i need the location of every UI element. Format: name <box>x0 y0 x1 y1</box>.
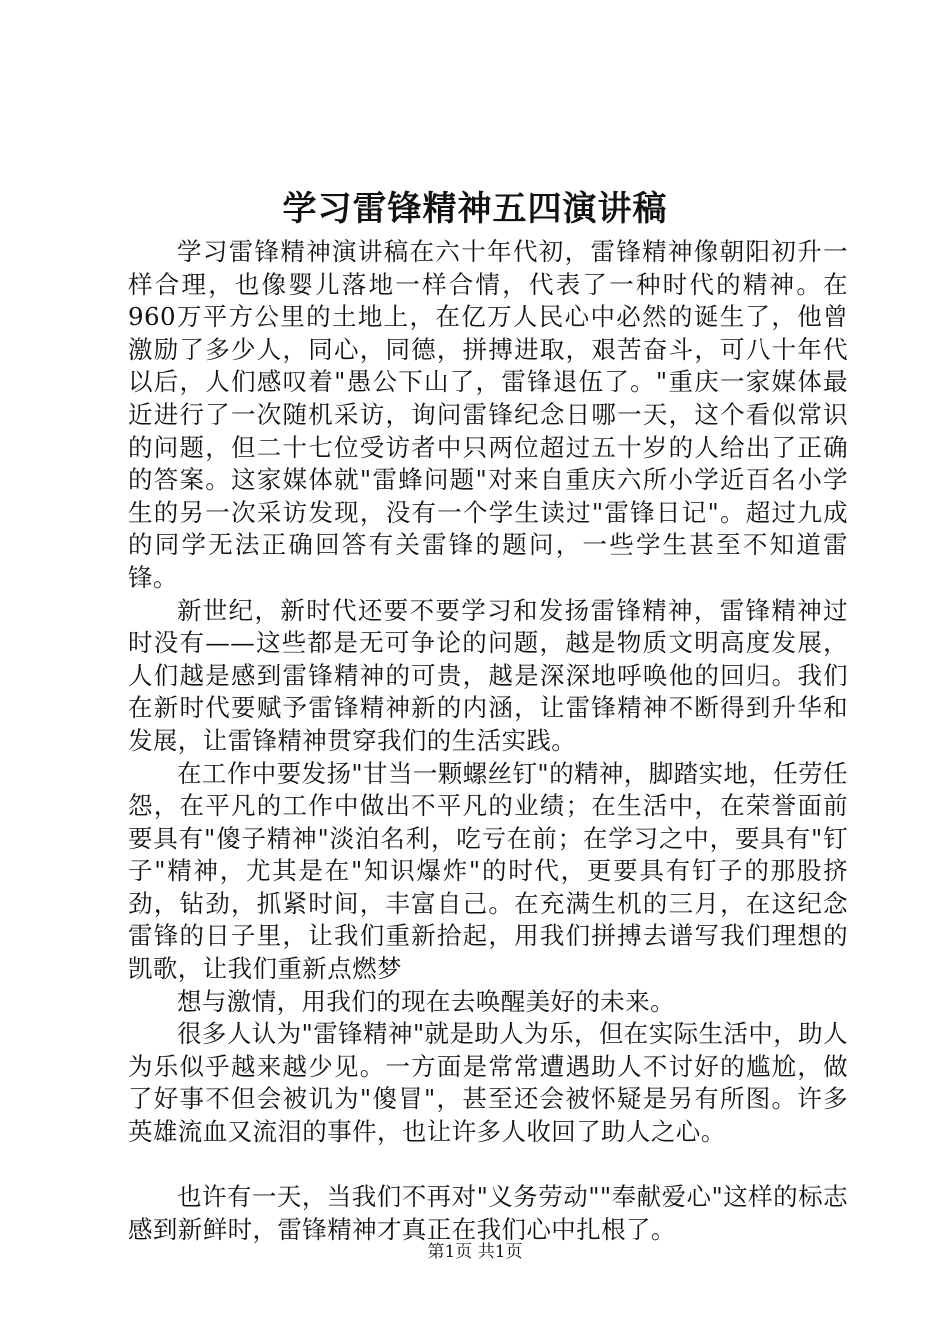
paragraph: 新世纪，新时代还要不要学习和发扬雷锋精神，雷锋精神过时没有——这些都是无可争论的问题，越是物质文明高度发展，人们越是感到雷锋精神的可贵，越是深深地呼唤他的回归。我们在新时代要赋予雷锋精神新的内涵，让雷锋精神不断得到升华和发展，让雷锋精神贯穿我们的生活实践。 <box>128 595 848 755</box>
paragraph: 想与激情，用我们的现在去唤醒美好的未来。 <box>177 986 675 1016</box>
paragraph: 也许有一天，当我们不再对"义务劳动""奉献爱心"这样的标志感到新鲜时，雷锋精神才真正在我们心中扎根了。 <box>128 1182 848 1244</box>
paragraph: 很多人认为"雷锋精神"就是助人为乐，但在实际生活中，助人为乐似乎越来越少见。一方面是常常遭遇助人不讨好的尴尬，做了好事不但会被讥为"傻冒"，甚至还会被怀疑是另有所图。许多英雄流血又流泪的事件，也让许多人收回了助人之心。 <box>128 1019 848 1147</box>
paragraph: 学习雷锋精神演讲稿在六十年代初，雷锋精神像朝阳初升一样合理，也像婴儿落地一样合情，代表了一种时代的精神。在960万平方公里的土地上，在亿万人民心中必然的诞生了，他曾激励了多少人，同心，同德，拼搏进取，艰苦奋斗，可八十年代以后，人们感叹着"愚公下山了，雷锋退伍了。"重庆一家媒体最近进行了一次随机采访，询问雷锋纪念日哪一天，这个看似常识的问题，但二十七位受访者中只两位超过五十岁的人给出了正确的答案。这家媒体就"雷蜂问题"对来自重庆六所小学近百名小学生的另一次采访发现，没有一个学生读过"雷锋日记"。超过九成的同学无法正确回答有关雷锋的题问，一些学生甚至不知道雷锋。 <box>128 237 848 592</box>
page-footer: 第1页 共1页 <box>427 1242 523 1262</box>
document-body <box>128 236 848 1246</box>
document-title: 学习雷锋精神五四演讲稿 <box>282 189 668 229</box>
paragraph: 在工作中要发扬"甘当一颗螺丝钉"的精神，脚踏实地，任劳任怨，在平凡的工作中做出不平凡的业绩；在生活中，在荣誉面前要具有"傻子精神"淡泊名利，吃亏在前；在学习之中，要具有"钉子"精神，尤其是在"知识爆炸"的时代，更要具有钉子的那股挤劲，钻劲，抓紧时间，丰富自己。在充满生机的三月，在这纪念雷锋的日子里，让我们重新拾起，用我们拼搏去谱写我们理想的凯歌，让我们重新点燃梦 <box>128 758 848 984</box>
